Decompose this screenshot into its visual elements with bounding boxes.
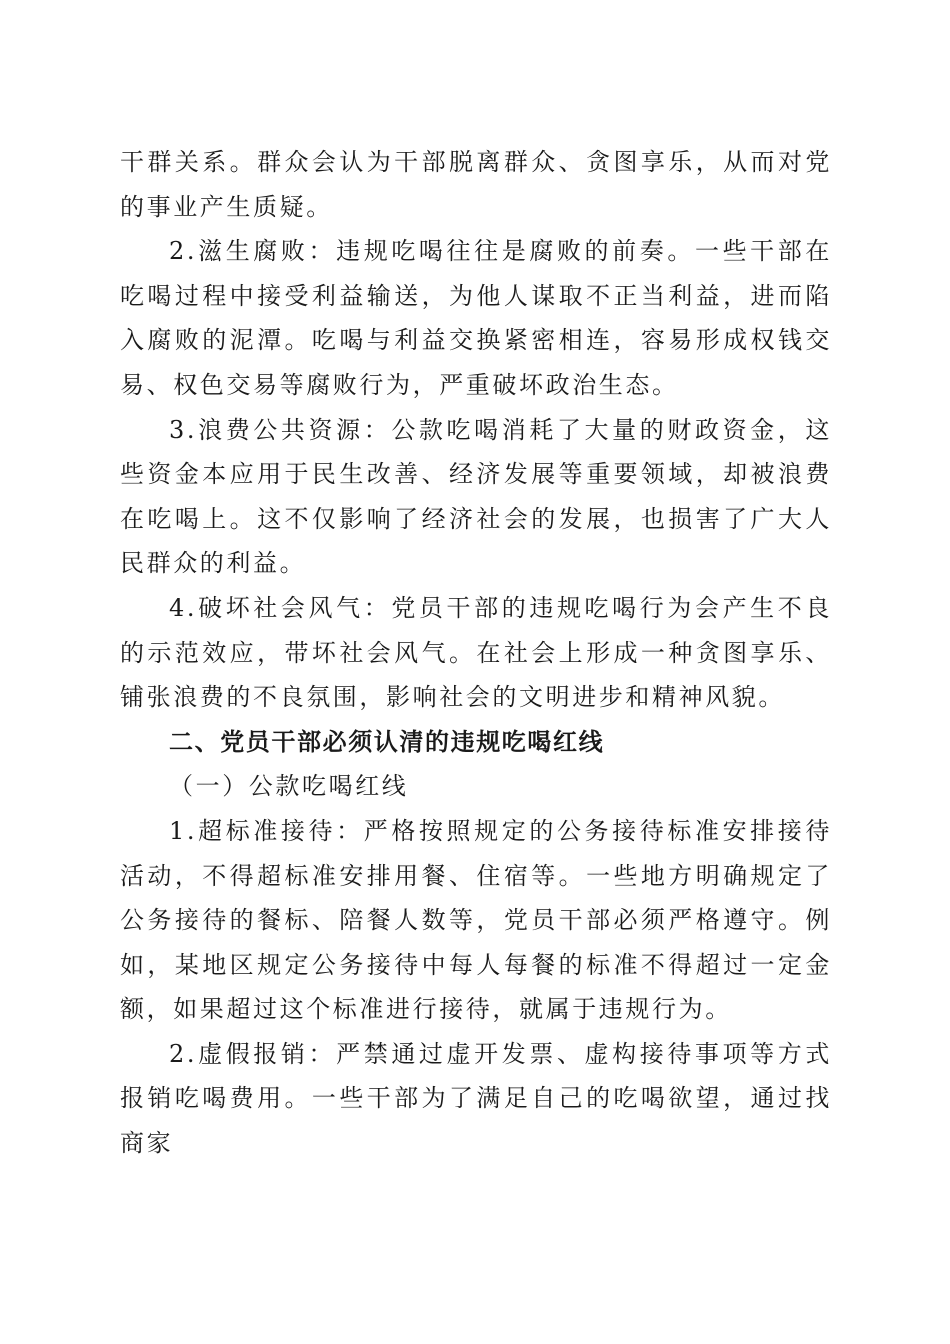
section-heading: 二、党员干部必须认清的违规吃喝红线 bbox=[169, 727, 605, 756]
paragraph-social-atmosphere: 4.破坏社会风气：党员干部的违规吃喝行为会产生不良的示范效应，带坏社会风气。在社会上形成一种贪图享乐、铺张浪费的不良氛围，影响社会的文明进步和精神风貌。 bbox=[120, 593, 832, 712]
paragraph-false-reimbursement: 2.虚假报销：严禁通过虚开发票、虚构接待事项等方式报销吃喝费用。一些干部为了满足自己的吃喝欲望，通过找商家 bbox=[120, 1039, 832, 1158]
paragraph-corruption: 2.滋生腐败：违规吃喝往往是腐败的前奏。一些干部在吃喝过程中接受利益输送，为他人谋取不正当利益，进而陷入腐败的泥潭。吃喝与利益交换紧密相连，容易形成权钱交易、权色交易等腐败行为，严重破坏政治生态。 bbox=[120, 237, 832, 399]
paragraph-over-standard: 1.超标准接待：严格按照规定的公务接待标准安排接待活动，不得超标准安排用餐、住宿等。一些地方明确规定了公务接待的餐标、陪餐人数等，党员干部必须严格遵守。例如，某地区规定公务接待中每人每餐的标准不得超过一定金额，如果超过这个标准进行接待，就属于违规行为。 bbox=[120, 816, 832, 1024]
paragraph-continuation: 干群关系。群众会认为干部脱离群众、贪图享乐，从而对党的事业产生质疑。 bbox=[120, 148, 832, 221]
subsection-heading: （一）公款吃喝红线 bbox=[169, 772, 409, 801]
document-body bbox=[120, 140, 832, 1166]
paragraph-waste-resources: 3.浪费公共资源：公款吃喝消耗了大量的财政资金，这些资金本应用于民生改善、经济发展等重要领域，却被浪费在吃喝上。这不仅影响了经济社会的发展，也损害了广大人民群众的利益。 bbox=[120, 415, 832, 578]
